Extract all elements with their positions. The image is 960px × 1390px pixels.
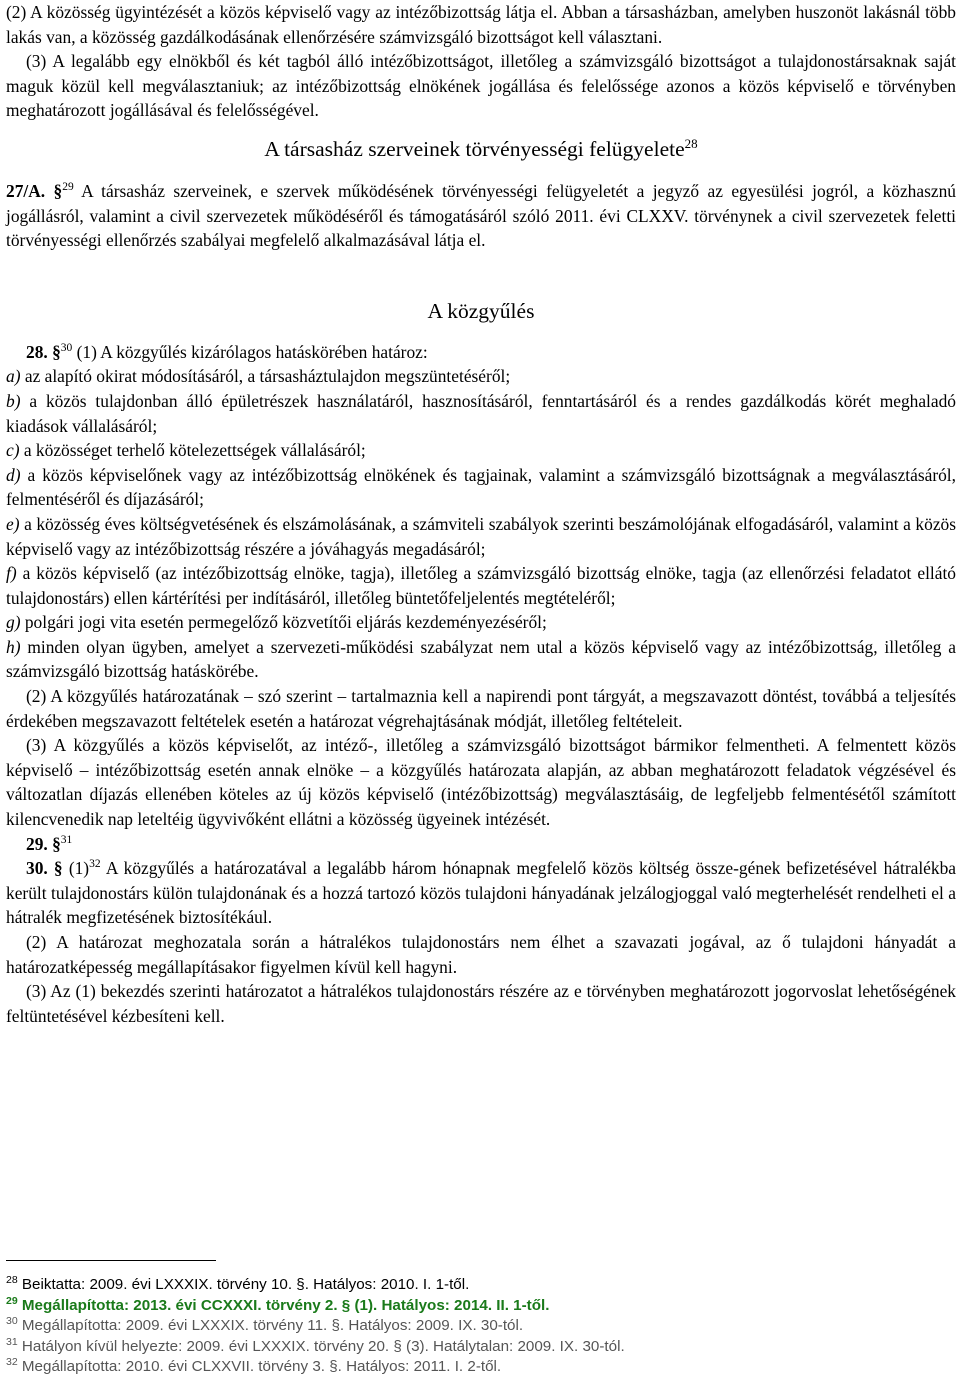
section-30-1	[6, 856, 956, 930]
footnote-31	[6, 1337, 956, 1358]
section-30-1-text: A közgyűlés a határozatával a legalább három hónapnak megfelelő közös költség össze-gének befizetésével hátralékba került tulajdonostárs külön tulajdonának és a hozzá tartozó közös tulajdoni hányadának jelzálogjoggal való megterhelését rendelheti el a hátralék megfizetésének biztosítékául.	[6, 858, 956, 928]
footnote-number: 29	[6, 1294, 18, 1307]
list-item-c	[6, 438, 956, 463]
section-30-para-label: (1)	[62, 858, 90, 879]
footnote-ref-29[interactable]: 29	[62, 181, 74, 194]
item-letter: e)	[6, 513, 20, 534]
list-item-b	[6, 389, 956, 438]
item-text: a közösséget terhelő kötelezettségek vállalásáról;	[19, 440, 366, 461]
section-heading-supervision	[6, 135, 956, 163]
list-item-f	[6, 561, 956, 610]
section-number-27a: 27/A. §	[6, 180, 63, 201]
section-28-3: (3) A közgyűlés a közös képviselőt, az intéző-, illetőleg a számvizsgáló bizottságot bármikor felmentheti. A felmentett közös képviselő – intézőbizottság esetén annak elnöke – a közgyűlés határozata alapján, az abban meghatározott feladatok végzésével és változatlan díjazás ellenében köteles az új közös képviselő (intézőbizottság) megválasztásáig, de legfeljebb felmentésétől számított kilencvenedik nap leteltéig ügyvivőként ellátni a közösség ügyeinek intézését.	[6, 735, 956, 830]
section-number-29: 29. §	[26, 833, 61, 854]
section-29	[6, 832, 956, 857]
document-page	[6, 0, 956, 1028]
list-item-a	[6, 364, 956, 389]
footnotes	[6, 1260, 956, 1378]
footnote-32	[6, 1357, 956, 1378]
item-letter: h)	[6, 636, 21, 657]
footnote-29	[6, 1296, 956, 1317]
footnote-text: Hatályon kívül helyezte: 2009. évi LXXXIX. törvény 20. § (3). Hatálytalan: 2009. IX. 30-tól.	[17, 1337, 625, 1355]
footnote-number: 28	[6, 1273, 18, 1286]
footnote-30	[6, 1316, 956, 1337]
item-text: az alapító okirat módosításáról, a társasháztulajdon megszüntetéséről;	[20, 366, 511, 387]
footnote-text: Beiktatta: 2009. évi LXXXIX. törvény 10. §. Hatályos: 2010. I. 1-től.	[17, 1276, 470, 1293]
section-heading-assembly: A közgyűlés	[427, 298, 535, 323]
footnote-text: Megállapította: 2010. évi CLXXVII. törvény 3. §. Hatályos: 2011. I. 2-től.	[17, 1358, 502, 1376]
list-item-d	[6, 463, 956, 512]
footnote-ref-28[interactable]: 28	[684, 135, 698, 151]
list-item-e	[6, 512, 956, 561]
footnote-number: 30	[6, 1315, 18, 1328]
footnote-ref-31[interactable]: 31	[60, 833, 73, 846]
footnote-text: Megállapította: 2009. évi LXXXIX. törvény 11. §. Hatályos: 2009. IX. 30-tól.	[17, 1317, 524, 1335]
item-text: a közös képviselő (az intézőbizottság elnöke, tagja), illetőleg a számvizsgáló bizottság elnöke, tagja (az ellenőrzési feladatot ellátó tulajdonostárs) ellen kártérítési per indításáról, illetőleg büntetőfeljelentés megtételéről;	[6, 563, 956, 608]
section-28-2: (2) A közgyűlés határozatának – szó szerint – tartalmaznia kell a napirendi pont tárgyát, a megszavazott döntést, továbbá a teljesítés érdekében megszavazott feltételek esetén a határozat végrehajtásának módját, illetőleg feltételeit.	[6, 686, 956, 731]
footnote-number: 32	[6, 1356, 18, 1369]
item-text: a közös képviselőnek vagy az intézőbizottság elnökének és tagjainak, valamint a számvizsgáló bizottságnak a megválasztásáról, felmentéséről és díjazásáról;	[6, 464, 956, 510]
paragraph-27-2: (2) A közösség ügyintézését a közös képviselő vagy az intézőbizottság látja el. Abban a társasházban, amelyben huszonöt lakásnál több lakás van, a közösség gazdálkodásának ellenőrzésére számvizsgáló bizottságot kell választani.	[6, 2, 956, 47]
heading-text: A társasház szerveinek törvényességi felügyelete	[264, 136, 685, 161]
footnote-28	[6, 1275, 956, 1296]
section-27a	[6, 179, 956, 253]
item-letter: g)	[6, 612, 21, 633]
item-letter: d)	[6, 464, 21, 485]
section-28-intro	[6, 340, 956, 365]
item-letter: a)	[6, 366, 21, 387]
item-letter: f)	[6, 563, 17, 584]
footnote-number: 31	[6, 1335, 18, 1348]
footnote-separator	[6, 1260, 216, 1261]
paragraph-27-3: (3) A legalább egy elnökből és két tagból álló intézőbizottságot, illetőleg a számvizsgáló bizottságot a tulajdonostársaknak saját maguk közül kell megválasztaniuk; az intézőbizottság elnökének jogállása és felelőssége azonos a közös képviselő e törvényben meghatározott jogállásával és felelősségével.	[6, 51, 956, 121]
footnote-ref-32[interactable]: 32	[89, 858, 101, 871]
section-30-2: (2) A határozat meghozatala során a hátralékos tulajdonostárs nem élhet a szavazati jogával, az ő tulajdoni hányadát a határozatképesség megállapításakor figyelmen kívül kell hagyni.	[6, 932, 956, 977]
footnote-ref-30[interactable]: 30	[60, 341, 73, 354]
item-text: a közös tulajdonban álló épületrészek használatáról, hasznosításáról, fenntartásáról és a rendes gazdálkodás körét meghaladó kiadások vállalásáról;	[6, 390, 956, 436]
list-item-h	[6, 635, 956, 684]
section-27a-text: A társasház szerveinek, e szervek működésének törvényességi felügyeletét a jegyző az egyesülési jogról, a közhasznú jogállásról, valamint a civil szervezetek működéséről és támogatásáról szóló 2011. évi CLXXV. törvénynek a civil szervezetek feletti törvényességi ellenőrzés szabályai megfelelő alkalmazásával látja el.	[6, 180, 956, 251]
item-text: polgári jogi vita esetén permegelőző közvetítői eljárás kezdeményezéséről;	[20, 612, 547, 633]
item-text: minden olyan ügyben, amelyet a szervezeti-működési szabályzat nem utal a közös képviselő vagy az intézőbizottság, illetőleg a számvizsgáló bizottság hatáskörébe.	[6, 636, 956, 682]
section-number-28: 28. §	[26, 341, 61, 362]
section-number-30: 30. §	[26, 858, 63, 879]
item-text: a közösség éves költségvetésének és elszámolásának, a számviteli szabályok szerinti beszámolójának elfogadásáról, valamint a közös képviselő vagy az intézőbizottság részére a jóváhagyás megadásáról;	[6, 513, 956, 559]
item-letter: c)	[6, 440, 20, 461]
list-item-g	[6, 610, 956, 635]
item-letter: b)	[6, 390, 21, 411]
section-30-3: (3) Az (1) bekezdés szerinti határozatot a hátralékos tulajdonostárs részére az e törvényben meghatározott jogorvoslat lehetőségének feltüntetésével kézbesíteni kell.	[6, 981, 956, 1026]
section-28-intro-text: (1) A közgyűlés kizárólagos hatáskörében határoz:	[72, 341, 428, 362]
footnote-text: Megállapította: 2013. évi CCXXXI. törvény 2. § (1). Hatályos: 2014. II. 1-től.	[17, 1296, 550, 1314]
